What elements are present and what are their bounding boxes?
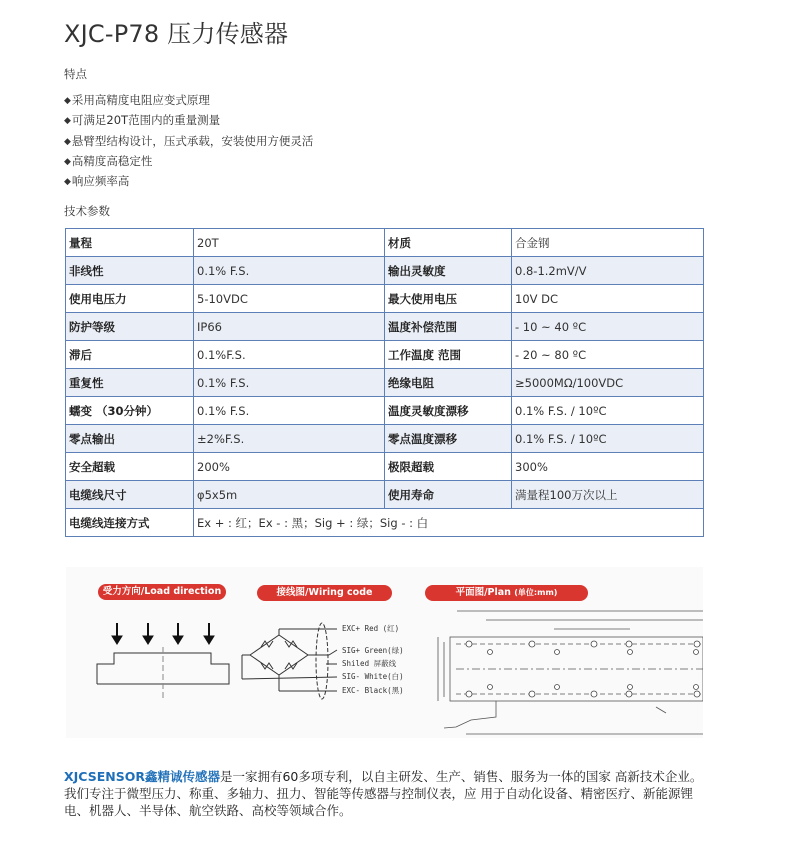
spec-value: 合金钢 — [512, 229, 704, 257]
intro-paragraph-1 — [64, 768, 704, 785]
spec-label: 防护等级 — [66, 313, 194, 341]
spec-value: 0.1% F.S. — [194, 257, 385, 285]
plan-view — [438, 611, 703, 734]
feature-text: 高精度高稳定性 — [71, 153, 153, 168]
spec-label: 非线性 — [66, 257, 194, 285]
spec-row — [66, 481, 704, 509]
bullet-icon: ◆ — [64, 116, 71, 127]
feature-text: 悬臂型结构设计，压式承载，安装使用方便灵活 — [71, 133, 314, 148]
spec-value: Ex + : 红；Ex - : 黑；Sig + : 绿；Sig - : 白 — [194, 509, 704, 537]
spec-table — [65, 228, 704, 537]
spec-label: 最大使用电压 — [385, 285, 512, 313]
spec-value: - 20 ~ 80 ºC — [512, 341, 704, 369]
spec-row — [66, 285, 704, 313]
drawing-svg — [66, 567, 703, 738]
spec-label: 使用寿命 — [385, 481, 512, 509]
spec-value: 满量程100万次以上 — [512, 481, 704, 509]
feature-item — [64, 90, 313, 110]
bullet-icon: ◆ — [64, 136, 71, 147]
spec-value: 200% — [194, 453, 385, 481]
load-direction-tag: 受力方向/Load direction — [98, 584, 226, 600]
spec-value: ≥5000MΩ/100VDC — [512, 369, 704, 397]
wire-label: Shiled 屏蔽线 — [342, 659, 397, 668]
bullet-icon: ◆ — [64, 96, 71, 106]
spec-row — [66, 313, 704, 341]
feature-item — [64, 131, 313, 151]
spec-row — [66, 397, 704, 425]
plan-tag-label: 平面图/Plan — [455, 587, 511, 598]
spec-value: 0.1% F.S. — [194, 397, 385, 425]
spec-label: 工作温度 范围 — [385, 341, 512, 369]
intro-line-1: 是一家拥有60多项专利，以自主研发、生产、销售、服务为一体的国家 高新技术企业。 — [219, 769, 703, 784]
feature-item — [64, 151, 313, 171]
wire-label: EXC- Black(黑) — [342, 686, 404, 695]
spec-row-wiring — [66, 509, 704, 537]
company-intro — [64, 768, 704, 819]
spec-label: 零点温度漂移 — [385, 425, 512, 453]
brand-name: XJCSENSOR鑫精诚传感器 — [64, 769, 220, 784]
spec-row — [66, 257, 704, 285]
spec-row — [66, 425, 704, 453]
spec-label: 温度补偿范围 — [385, 313, 512, 341]
specs-heading: 技术参数 — [64, 204, 110, 218]
spec-label: 滞后 — [66, 341, 194, 369]
wiring-code-tag: 接线图/Wiring code — [257, 585, 392, 601]
spec-label: 材质 — [385, 229, 512, 257]
spec-label: 零点输出 — [66, 425, 194, 453]
feature-item — [64, 110, 313, 130]
spec-value: 0.8-1.2mV/V — [512, 257, 704, 285]
spec-label: 使用电压力 — [66, 285, 194, 313]
spec-label: 绝缘电阻 — [385, 369, 512, 397]
spec-label: 极限超载 — [385, 453, 512, 481]
spec-label: 量程 — [66, 229, 194, 257]
spec-row — [66, 369, 704, 397]
spec-value: ±2%F.S. — [194, 425, 385, 453]
spec-row — [66, 229, 704, 257]
wire-label: SIG- White(白) — [342, 672, 404, 681]
wire-label: SIG+ Green(绿) — [342, 646, 404, 655]
bullet-icon: ◆ — [64, 177, 71, 188]
wiring-bridge — [242, 623, 337, 699]
page-title: XJC-P78 压力传感器 — [64, 20, 289, 48]
spec-value: IP66 — [194, 313, 385, 341]
spec-label: 重复性 — [66, 369, 194, 397]
spec-label: 电缆线连接方式 — [66, 509, 194, 537]
plan-unit-label: (单位:mm) — [514, 588, 558, 597]
feature-text: 可满足20T范围内的重量测量 — [71, 113, 221, 128]
spec-value: - 10 ~ 40 ºC — [512, 313, 704, 341]
spec-value: φ5x5m — [194, 481, 385, 509]
bullet-icon: ◆ — [64, 156, 71, 167]
spec-row — [66, 341, 704, 369]
spec-value: 300% — [512, 453, 704, 481]
spec-value: 20T — [194, 229, 385, 257]
spec-value: 5-10VDC — [194, 285, 385, 313]
sensor-profile — [97, 647, 229, 698]
feature-text: 响应频率高 — [71, 174, 130, 189]
spec-label: 输出灵敏度 — [385, 257, 512, 285]
wire-labels — [342, 623, 404, 695]
technical-drawing — [66, 567, 703, 738]
spec-value: 0.1%F.S. — [194, 341, 385, 369]
intro-paragraph-2: 我们专注于微型压力、称重、多轴力、扭力、智能等传感器与控制仪表，应 用于自动化设备、精密医疗、新能源锂电、机器人、半导体、航空铁路、高校等领域合作。 — [64, 786, 693, 818]
feature-text: 采用高精度电阻应变式原理 — [71, 93, 210, 107]
spec-label: 蠕变 （30分钟） — [66, 397, 194, 425]
load-arrows — [112, 623, 214, 644]
spec-label: 温度灵敏度漂移 — [385, 397, 512, 425]
spec-label: 电缆线尺寸 — [66, 481, 194, 509]
wire-label: EXC+ Red (红) — [342, 624, 400, 633]
spec-value: 0.1% F.S. / 10ºC — [512, 397, 704, 425]
features-heading: 特点 — [64, 67, 87, 81]
features-list — [64, 90, 313, 191]
spec-value: 0.1% F.S. — [194, 369, 385, 397]
feature-item — [64, 171, 313, 191]
spec-label: 安全超载 — [66, 453, 194, 481]
spec-row — [66, 453, 704, 481]
spec-value: 10V DC — [512, 285, 704, 313]
spec-value: 0.1% F.S. / 10ºC — [512, 425, 704, 453]
